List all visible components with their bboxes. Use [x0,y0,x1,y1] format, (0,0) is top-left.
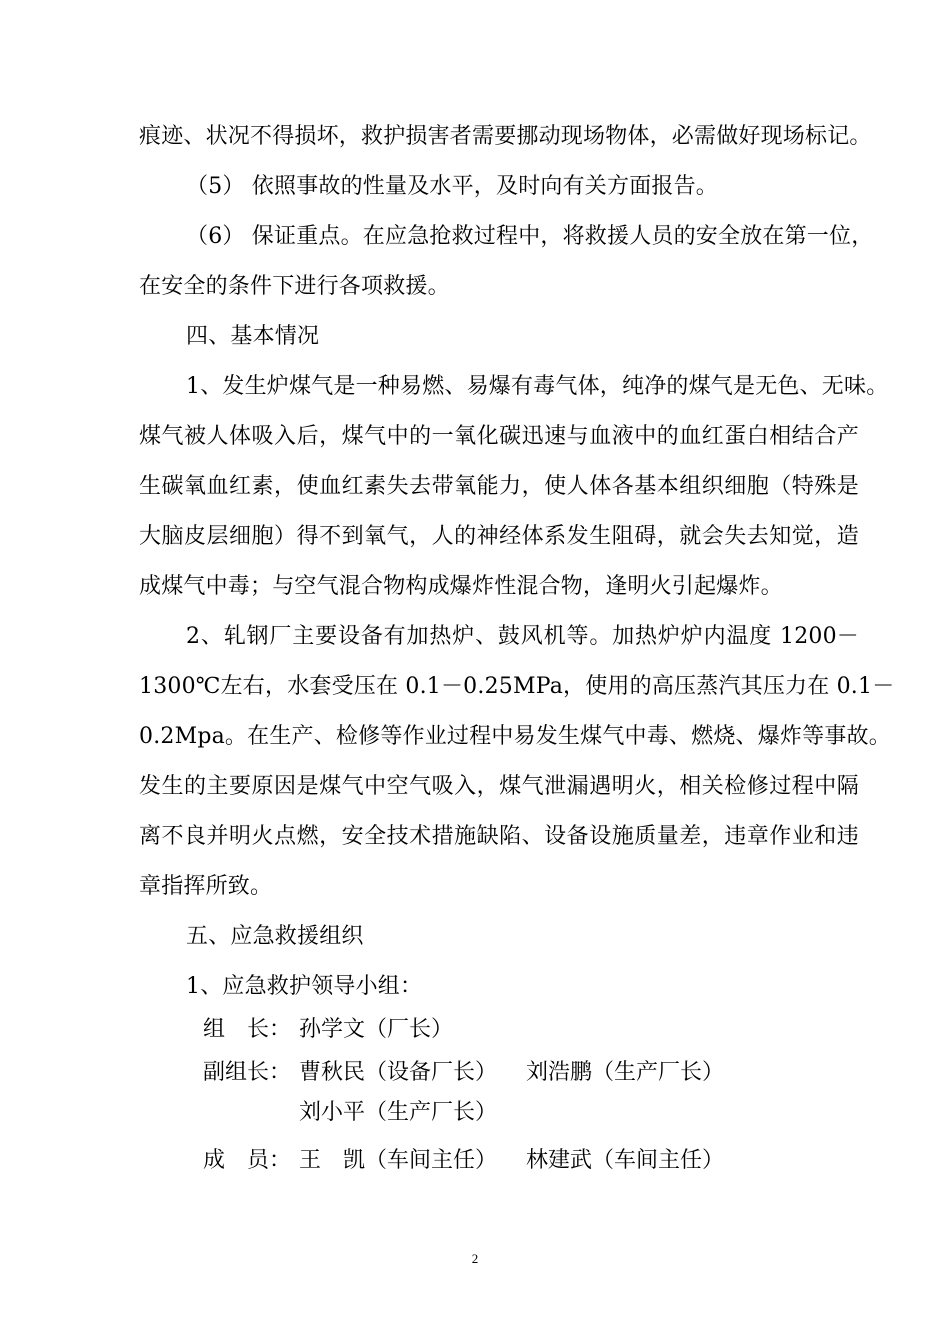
section-heading: 四、基本情况 [186,324,320,349]
section-heading: 五、应急救援组织 [186,924,364,949]
paragraph-line: 2、轧钢厂主要设备有加热炉、鼓风机等。加热炉炉内温度 1200－ [186,624,859,649]
paragraph-line: 离不良并明火点燃，安全技术措施缺陷、设备设施质量差，违章作业和违 [139,824,859,849]
member-value: 林建武（车间主任） [526,1148,725,1173]
deputy-value: 曹秋民（设备厂长） [299,1060,498,1085]
page-number: 2 [471,1251,479,1266]
paragraph-line: 1、发生炉煤气是一种易燃、易爆有毒气体，纯净的煤气是无色、无味。 [186,374,889,399]
leader-value: 孙学文（厂长） [299,1017,454,1042]
leader-label: 组 长： [203,1017,292,1042]
deputy-value: 刘浩鹏（生产厂长） [526,1060,725,1085]
paragraph-line: （6） 保证重点。在应急抢救过程中，将救援人员的安全放在第一位， [186,224,874,249]
member-value: 王 凯（车间主任） [299,1148,498,1173]
paragraph-line: 1300℃左右，水套受压在 0.1－0.25MPa，使用的高压蒸汽其压力在 0.1－ [139,674,895,699]
paragraph-line: （5） 依照事故的性量及水平，及时向有关方面报告。 [186,174,718,199]
paragraph-line: 生碳氧血红素，使血红素失去带氧能力，使人体各基本组织细胞（特殊是 [139,474,859,499]
paragraph-line: 成煤气中毒；与空气混合物构成爆炸性混合物，逢明火引起爆炸。 [139,574,783,599]
deputy-label: 副组长： [203,1060,292,1085]
paragraph-line: 煤气被人体吸入后，煤气中的一氧化碳迅速与血液中的血红蛋白相结合产 [139,424,859,449]
paragraph-line: 大脑皮层细胞）得不到氧气，人的神经体系发生阻碍，就会失去知觉，造 [139,524,859,549]
subsection-heading: 1、应急救护领导小组： [186,974,423,999]
paragraph-line: 0.2Mpa。在生产、检修等作业过程中易发生煤气中毒、燃烧、爆炸等事故。 [139,724,891,749]
paragraph-line: 发生的主要原因是煤气中空气吸入，煤气泄漏遇明火，相关检修过程中隔 [139,774,859,799]
member-label: 成 员： [203,1148,292,1173]
paragraph-line: 痕迹、状况不得损坏，救护损害者需要挪动现场物体，必需做好现场标记。 [139,124,872,149]
paragraph-line: 章指挥所致。 [139,874,273,899]
paragraph-line: 在安全的条件下进行各项救援。 [139,274,450,299]
deputy-value: 刘小平（生产厂长） [299,1100,498,1125]
